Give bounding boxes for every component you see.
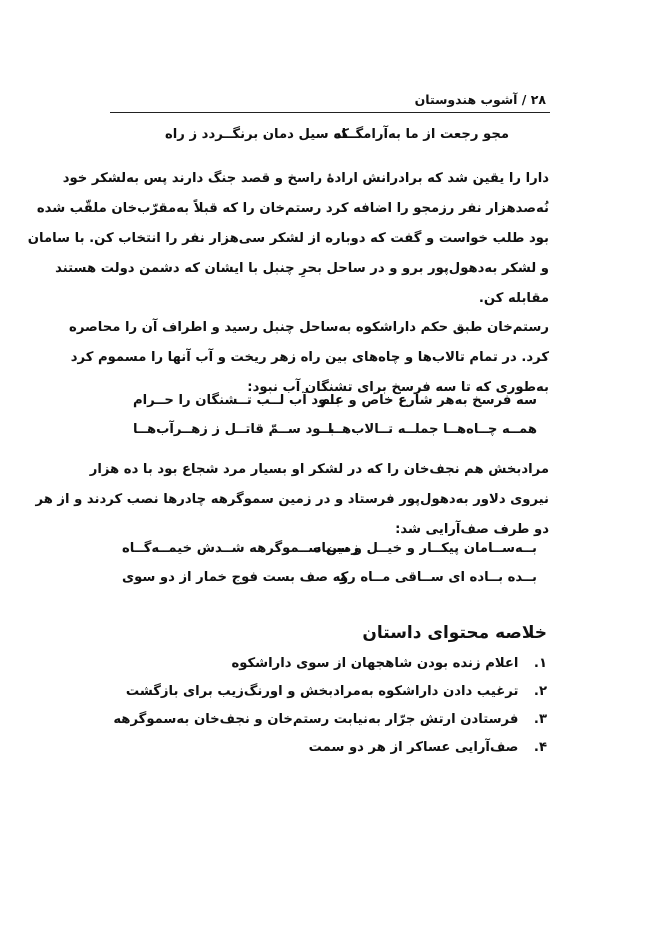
text-line: رستم‌خان طبق حکم داراشکوه به‌ساحل چنبل رسید و اطراف آن را محاصره: [69, 320, 549, 335]
text-line: بود طلب خواست و گفت که دوباره از لشکر سی‌هزار نفر را انتخاب کن. با سامان: [27, 231, 549, 246]
list-item-number: ۴.: [533, 740, 547, 755]
verse-hemistich-left: بــود ســمّ قاتــل ز زهــرآب‌هــا: [133, 422, 335, 437]
list-item-number: ۳.: [533, 712, 547, 727]
list-item-text: اعلام زنده بودن شاهجهان از سوی داراشکوه: [231, 656, 519, 671]
list-item: [110, 706, 547, 734]
text-line: و لشکر به‌دهول‌پور برو و در ساحل بحرِ چنبل با ایشان که دشمن دولت هستند: [55, 261, 549, 276]
section-title: خلاصه محتوای داستان: [362, 623, 547, 643]
verse-hemistich-left: که سیل دمان برنگــردد ز راه: [165, 127, 349, 142]
running-header: ۲۸ / آشوب هندوستان: [414, 92, 546, 107]
paragraph-3: [35, 455, 549, 545]
text-line: مقابله کن.: [478, 291, 549, 306]
verse-hemistich-right: بــده بــاده ای ســاقی مــاه رو: [339, 570, 537, 585]
verse-line: [0, 422, 659, 442]
verse-hemistich-right: بــه‌ســامان پیکــار و خیــل و سـپاه: [313, 541, 537, 556]
verse-hemistich-left: بــود آب لــب تــشنگان را حــرام: [133, 393, 341, 408]
verse-hemistich-right: سه فرسخ به‌هر شارع خاص و عام: [320, 393, 537, 408]
verse-hemistich-left: زمین ســموگرهه شــدش خیمــه‌گــاه: [122, 541, 359, 556]
verse-line: [0, 541, 659, 561]
text-line: نُه‌صدهزار نفر رزمجو را اضافه کرد رستم‌خان را که قبلاً به‌مقرّب‌خان ملقّب شده: [36, 201, 549, 216]
paragraph-1: [27, 164, 549, 314]
list-item: [110, 650, 547, 678]
list-item-number: ۲.: [533, 684, 547, 699]
verse-line: [0, 127, 659, 147]
list-item-text: صف‌آرایی عساکر از هر دو سمت: [308, 740, 519, 755]
verse-line: [0, 570, 659, 590]
verse-line: [0, 393, 659, 413]
text-line: کرد. در تمام تالاب‌ها و چاه‌های بین راه زهر ریخت و آب آنها را مسموم کرد: [70, 350, 549, 365]
verse-hemistich-right: مجو رجعت از ما به‌آرامگــاه: [333, 127, 509, 142]
list-item-number: ۱.: [533, 656, 547, 671]
verse-hemistich-right: همــه چــاه‌هــا جملــه تــالاب‌هــا: [328, 422, 537, 437]
list-item: [110, 734, 547, 762]
text-line: مرادبخش هم نجف‌خان را که در لشکر او بسیار مرد شجاع بود با ده هزار: [89, 462, 549, 477]
verse-hemistich-left: که صف بست فوج خمار از دو سوی: [122, 570, 349, 585]
list-item-text: فرستادن ارتش جرّار به‌نیابت رستم‌خان و نجف‌خان به‌سموگرهه: [113, 712, 519, 727]
paragraph-2: [69, 313, 549, 403]
text-line: دارا را یقین شد که برادرانش ارادهٔ راسخ و قصد جنگ دارند پس به‌لشکر خود: [62, 171, 549, 186]
list-item-text: ترغیب دادن داراشکوه به‌مرادبخش و اورنگ‌زیب برای بازگشت: [125, 684, 519, 699]
header-rule: [110, 112, 550, 113]
list-item: [110, 678, 547, 706]
text-line: دو طرف صف‌آرایی شد:: [395, 522, 549, 537]
summary-list: [110, 650, 547, 762]
text-line: نیروی دلاور به‌دهول‌پور فرستاد و در زمین سموگرهه چادرها نصب کردند و از هر: [35, 492, 549, 507]
text-line: به‌طوری که تا سه فرسخ برای تشنگان آب نبود:: [247, 380, 549, 395]
